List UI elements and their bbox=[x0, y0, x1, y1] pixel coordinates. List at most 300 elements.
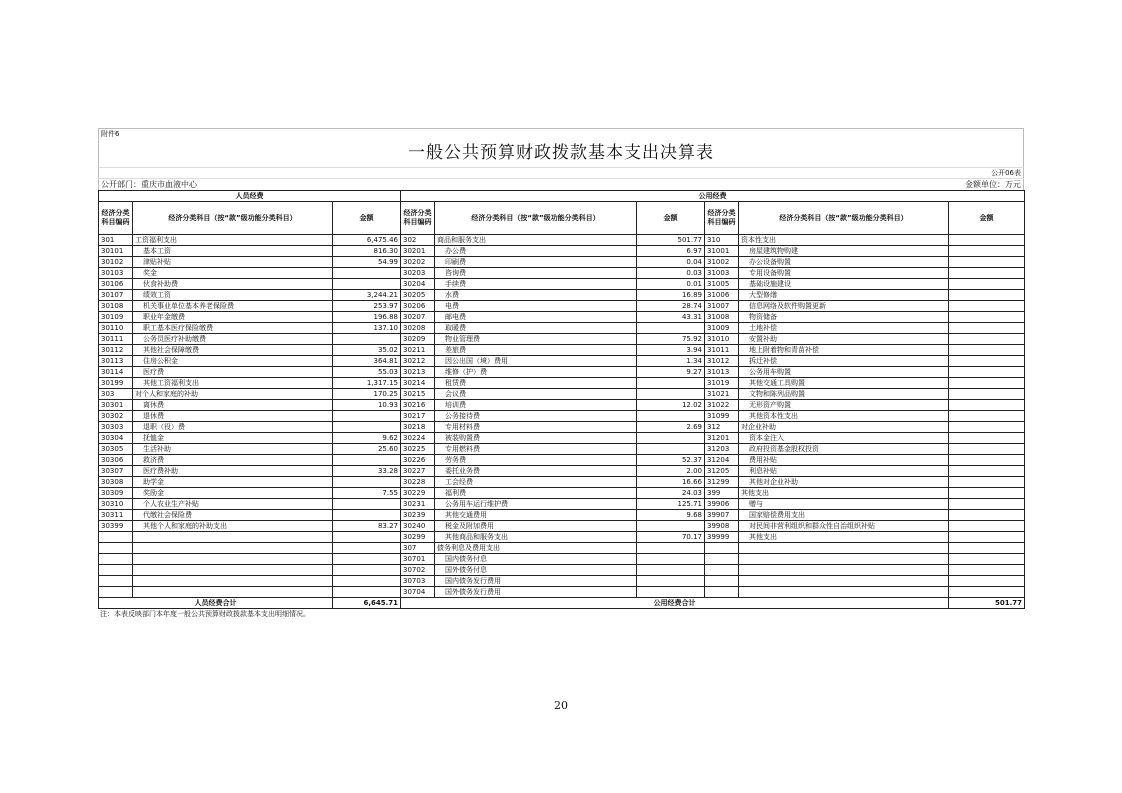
group2-amount-cell bbox=[637, 378, 705, 389]
group1-amount-cell: 170.25 bbox=[333, 389, 401, 400]
group1-name-cell: 退休费 bbox=[133, 411, 333, 422]
group3-code-cell: 39907 bbox=[705, 510, 739, 521]
group3-code-cell: 31002 bbox=[705, 257, 739, 268]
group2-name-cell: 办公费 bbox=[435, 246, 637, 257]
table-note: 注：本表反映部门本年度一般公共预算财政拨款基本支出明细情况。 bbox=[100, 610, 310, 618]
group1-code-cell: 30302 bbox=[99, 411, 133, 422]
group1-name-cell: 绩效工资 bbox=[133, 290, 333, 301]
col-amount-header: 金额 bbox=[637, 202, 705, 235]
table-row bbox=[99, 268, 1025, 279]
group1-name-cell: 代缴社会保险费 bbox=[133, 510, 333, 521]
group1-code-cell: 30307 bbox=[99, 466, 133, 477]
group2-code-cell: 30201 bbox=[401, 246, 435, 257]
table-row bbox=[99, 576, 1025, 587]
group3-code-cell: 399 bbox=[705, 488, 739, 499]
group1-amount-cell bbox=[333, 565, 401, 576]
group2-amount-cell bbox=[637, 389, 705, 400]
group3-name-cell: 拆迁补偿 bbox=[739, 356, 949, 367]
group1-code-cell: 30110 bbox=[99, 323, 133, 334]
group1-amount-cell bbox=[333, 477, 401, 488]
group2-code-cell: 30205 bbox=[401, 290, 435, 301]
group3-code-cell: 31019 bbox=[705, 378, 739, 389]
group1-name-cell: 津贴补贴 bbox=[133, 257, 333, 268]
attachment-label: 附件6 bbox=[98, 128, 1024, 139]
group2-code-cell: 307 bbox=[401, 543, 435, 554]
col-name-header: 经济分类科目（按“款”级功能分类科目） bbox=[133, 202, 333, 235]
group3-name-cell: 其他对企业补助 bbox=[739, 477, 949, 488]
group3-amount-cell bbox=[949, 400, 1025, 411]
group1-code-cell: 30109 bbox=[99, 312, 133, 323]
group1-name-cell: 医疗费补助 bbox=[133, 466, 333, 477]
group1-code-cell: 30113 bbox=[99, 356, 133, 367]
group1-code-cell: 301 bbox=[99, 235, 133, 246]
group3-name-cell: 对民间非营利组织和群众性自治组织补贴 bbox=[739, 521, 949, 532]
group1-code-cell: 30108 bbox=[99, 301, 133, 312]
group3-code-cell: 31022 bbox=[705, 400, 739, 411]
col-code-header: 经济分类科目编码 bbox=[705, 202, 739, 235]
group1-amount-cell: 83.27 bbox=[333, 521, 401, 532]
group3-amount-cell bbox=[949, 356, 1025, 367]
group2-code-cell: 30231 bbox=[401, 499, 435, 510]
group2-amount-cell: 6.97 bbox=[637, 246, 705, 257]
group3-amount-cell bbox=[949, 334, 1025, 345]
group2-amount-cell: 9.68 bbox=[637, 510, 705, 521]
group2-code-cell: 30240 bbox=[401, 521, 435, 532]
group1-name-cell bbox=[133, 565, 333, 576]
group3-amount-cell bbox=[949, 268, 1025, 279]
group1-code-cell: 30301 bbox=[99, 400, 133, 411]
table-row bbox=[99, 532, 1025, 543]
page-number: 20 bbox=[554, 699, 568, 712]
group3-name-cell: 其他交通工具购置 bbox=[739, 378, 949, 389]
group2-name-cell: 国内债务付息 bbox=[435, 554, 637, 565]
group2-amount-cell bbox=[637, 444, 705, 455]
group3-code-cell: 31099 bbox=[705, 411, 739, 422]
table-row bbox=[99, 444, 1025, 455]
group3-code-cell: 31299 bbox=[705, 477, 739, 488]
group3-name-cell: 基础设施建设 bbox=[739, 279, 949, 290]
group1-code-cell: 30305 bbox=[99, 444, 133, 455]
group1-name-cell: 离休费 bbox=[133, 400, 333, 411]
group2-code-cell: 30239 bbox=[401, 510, 435, 521]
group3-name-cell: 资本金注入 bbox=[739, 433, 949, 444]
group3-code-cell: 31008 bbox=[705, 312, 739, 323]
group3-name-cell: 赠与 bbox=[739, 499, 949, 510]
table-row bbox=[99, 543, 1025, 554]
table-number: 公开06表 bbox=[98, 167, 1024, 178]
group1-code-cell: 30114 bbox=[99, 367, 133, 378]
group3-code-cell bbox=[705, 576, 739, 587]
group3-amount-cell bbox=[949, 279, 1025, 290]
group1-code-cell: 30310 bbox=[99, 499, 133, 510]
group1-name-cell: 助学金 bbox=[133, 477, 333, 488]
table-row bbox=[99, 378, 1025, 389]
table-row bbox=[99, 510, 1025, 521]
group1-code-cell: 30102 bbox=[99, 257, 133, 268]
group2-code-cell: 30228 bbox=[401, 477, 435, 488]
group3-code-cell: 31007 bbox=[705, 301, 739, 312]
group1-name-cell: 个人农业生产补贴 bbox=[133, 499, 333, 510]
group1-amount-cell: 3,244.21 bbox=[333, 290, 401, 301]
group2-name-cell: 工会经费 bbox=[435, 477, 637, 488]
group1-amount-cell: 816.30 bbox=[333, 246, 401, 257]
group2-code-cell: 30212 bbox=[401, 356, 435, 367]
table-row bbox=[99, 345, 1025, 356]
group3-name-cell: 大型修缮 bbox=[739, 290, 949, 301]
public-total-label: 公用经费合计 bbox=[401, 598, 949, 609]
group2-code-cell: 302 bbox=[401, 235, 435, 246]
group3-amount-cell bbox=[949, 554, 1025, 565]
group2-code-cell: 30702 bbox=[401, 565, 435, 576]
group1-name-cell bbox=[133, 554, 333, 565]
group2-amount-cell bbox=[637, 554, 705, 565]
group3-code-cell: 31005 bbox=[705, 279, 739, 290]
personnel-total-value: 6,645.71 bbox=[333, 598, 401, 609]
group3-code-cell: 31204 bbox=[705, 455, 739, 466]
group2-amount-cell: 75.92 bbox=[637, 334, 705, 345]
group3-name-cell bbox=[739, 576, 949, 587]
group1-code-cell: 30308 bbox=[99, 477, 133, 488]
group1-code-cell: 30103 bbox=[99, 268, 133, 279]
group1-code-cell: 30112 bbox=[99, 345, 133, 356]
group2-amount-cell: 0.04 bbox=[637, 257, 705, 268]
group1-code-cell: 30199 bbox=[99, 378, 133, 389]
group1-name-cell bbox=[133, 576, 333, 587]
col-amount-header: 金额 bbox=[333, 202, 401, 235]
group2-code-cell: 30206 bbox=[401, 301, 435, 312]
group2-amount-cell: 1.34 bbox=[637, 356, 705, 367]
table-row bbox=[99, 422, 1025, 433]
group2-amount-cell: 9.27 bbox=[637, 367, 705, 378]
table-row bbox=[99, 246, 1025, 257]
group1-name-cell: 其他社会保障缴费 bbox=[133, 345, 333, 356]
group1-amount-cell: 7.55 bbox=[333, 488, 401, 499]
group2-amount-cell bbox=[637, 543, 705, 554]
group2-amount-cell bbox=[637, 323, 705, 334]
group2-code-cell: 30203 bbox=[401, 268, 435, 279]
table-row bbox=[99, 521, 1025, 532]
group1-amount-cell bbox=[333, 268, 401, 279]
table-row bbox=[99, 279, 1025, 290]
group3-name-cell: 其他支出 bbox=[739, 532, 949, 543]
group2-code-cell: 30208 bbox=[401, 323, 435, 334]
group1-code-cell: 30111 bbox=[99, 334, 133, 345]
report-title: 一般公共预算财政拨款基本支出决算表 bbox=[98, 139, 1024, 167]
group1-name-cell: 职业年金缴费 bbox=[133, 312, 333, 323]
col-name-header: 经济分类科目（按“款”级功能分类科目） bbox=[739, 202, 949, 235]
group3-code-cell: 31205 bbox=[705, 466, 739, 477]
group2-name-cell: 国外债务发行费用 bbox=[435, 587, 637, 598]
group3-code-cell: 31011 bbox=[705, 345, 739, 356]
group3-amount-cell bbox=[949, 312, 1025, 323]
group2-code-cell: 30226 bbox=[401, 455, 435, 466]
table-row bbox=[99, 389, 1025, 400]
table-row bbox=[99, 301, 1025, 312]
group1-amount-cell bbox=[333, 510, 401, 521]
group3-amount-cell bbox=[949, 466, 1025, 477]
table-row bbox=[99, 334, 1025, 345]
group3-amount-cell bbox=[949, 422, 1025, 433]
group3-name-cell: 资本性支出 bbox=[739, 235, 949, 246]
group3-name-cell: 办公设备购置 bbox=[739, 257, 949, 268]
group2-amount-cell: 501.77 bbox=[637, 235, 705, 246]
group1-name-cell: 奖金 bbox=[133, 268, 333, 279]
group3-amount-cell bbox=[949, 235, 1025, 246]
group3-name-cell: 利息补贴 bbox=[739, 466, 949, 477]
table-row bbox=[99, 235, 1025, 246]
group1-name-cell: 基本工资 bbox=[133, 246, 333, 257]
group2-amount-cell: 0.03 bbox=[637, 268, 705, 279]
group3-amount-cell bbox=[949, 455, 1025, 466]
group2-name-cell: 租赁费 bbox=[435, 378, 637, 389]
group2-name-cell: 邮电费 bbox=[435, 312, 637, 323]
group1-amount-cell bbox=[333, 587, 401, 598]
group2-amount-cell: 52.37 bbox=[637, 455, 705, 466]
group1-name-cell: 工资福利支出 bbox=[133, 235, 333, 246]
group3-amount-cell bbox=[949, 433, 1025, 444]
group1-code-cell bbox=[99, 565, 133, 576]
group1-amount-cell: 9.62 bbox=[333, 433, 401, 444]
group1-name-cell: 机关事业单位基本养老保险费 bbox=[133, 301, 333, 312]
group3-code-cell bbox=[705, 565, 739, 576]
group2-code-cell: 30207 bbox=[401, 312, 435, 323]
group3-code-cell bbox=[705, 587, 739, 598]
group1-amount-cell: 55.03 bbox=[333, 367, 401, 378]
group3-code-cell: 39908 bbox=[705, 521, 739, 532]
group3-amount-cell bbox=[949, 323, 1025, 334]
group1-code-cell: 30306 bbox=[99, 455, 133, 466]
group2-name-cell: 维修（护）费 bbox=[435, 367, 637, 378]
group2-code-cell: 30227 bbox=[401, 466, 435, 477]
group2-amount-cell: 70.17 bbox=[637, 532, 705, 543]
group3-name-cell: 费用补贴 bbox=[739, 455, 949, 466]
group1-amount-cell: 6,475.46 bbox=[333, 235, 401, 246]
group1-code-cell bbox=[99, 554, 133, 565]
group3-amount-cell bbox=[949, 565, 1025, 576]
group1-amount-cell: 1,317.15 bbox=[333, 378, 401, 389]
group2-name-cell: 培训费 bbox=[435, 400, 637, 411]
group2-amount-cell: 2.00 bbox=[637, 466, 705, 477]
group3-amount-cell bbox=[949, 521, 1025, 532]
table-row bbox=[99, 565, 1025, 576]
group3-code-cell: 39999 bbox=[705, 532, 739, 543]
group2-name-cell: 取暖费 bbox=[435, 323, 637, 334]
group3-amount-cell bbox=[949, 444, 1025, 455]
group3-name-cell: 公务用车购置 bbox=[739, 367, 949, 378]
group1-amount-cell: 196.88 bbox=[333, 312, 401, 323]
group1-name-cell: 退职（役）费 bbox=[133, 422, 333, 433]
public-section-header: 公用经费 bbox=[401, 191, 1025, 202]
table-row bbox=[99, 488, 1025, 499]
group3-amount-cell bbox=[949, 290, 1025, 301]
group2-amount-cell: 3.94 bbox=[637, 345, 705, 356]
group3-code-cell: 31203 bbox=[705, 444, 739, 455]
group1-amount-cell: 10.93 bbox=[333, 400, 401, 411]
group3-name-cell: 物资储备 bbox=[739, 312, 949, 323]
group3-name-cell: 土地补偿 bbox=[739, 323, 949, 334]
group2-amount-cell bbox=[637, 521, 705, 532]
group1-name-cell: 其他个人和家庭的补助支出 bbox=[133, 521, 333, 532]
group2-amount-cell: 2.69 bbox=[637, 422, 705, 433]
group2-code-cell: 30224 bbox=[401, 433, 435, 444]
table-row bbox=[99, 499, 1025, 510]
group2-name-cell: 印刷费 bbox=[435, 257, 637, 268]
group3-name-cell bbox=[739, 565, 949, 576]
group3-name-cell: 无形资产购置 bbox=[739, 400, 949, 411]
group3-code-cell: 31201 bbox=[705, 433, 739, 444]
group3-name-cell: 对企业补助 bbox=[739, 422, 949, 433]
group1-code-cell: 303 bbox=[99, 389, 133, 400]
col-code-header: 经济分类科目编码 bbox=[99, 202, 133, 235]
table-body bbox=[99, 235, 1025, 598]
table-row bbox=[99, 433, 1025, 444]
group2-name-cell: 债务利息及费用支出 bbox=[435, 543, 637, 554]
group2-amount-cell: 125.71 bbox=[637, 499, 705, 510]
amount-unit: 金额单位：万元 bbox=[965, 180, 1021, 189]
group2-code-cell: 30213 bbox=[401, 367, 435, 378]
table-row bbox=[99, 466, 1025, 477]
group2-name-cell: 其他交通费用 bbox=[435, 510, 637, 521]
group3-name-cell: 地上附着物和青苗补偿 bbox=[739, 345, 949, 356]
table-row bbox=[99, 455, 1025, 466]
table-row bbox=[99, 356, 1025, 367]
group2-code-cell: 30215 bbox=[401, 389, 435, 400]
group3-amount-cell bbox=[949, 246, 1025, 257]
group3-name-cell: 文物和陈列品购置 bbox=[739, 389, 949, 400]
group2-amount-cell bbox=[637, 411, 705, 422]
group1-amount-cell: 253.97 bbox=[333, 301, 401, 312]
group2-code-cell: 30216 bbox=[401, 400, 435, 411]
group1-code-cell: 30106 bbox=[99, 279, 133, 290]
group2-name-cell: 物业管理费 bbox=[435, 334, 637, 345]
table-row bbox=[99, 554, 1025, 565]
expenditure-table bbox=[98, 190, 1025, 609]
group3-amount-cell bbox=[949, 576, 1025, 587]
table-row bbox=[99, 257, 1025, 268]
group3-amount-cell bbox=[949, 378, 1025, 389]
group1-amount-cell: 33.28 bbox=[333, 466, 401, 477]
group2-name-cell: 专用材料费 bbox=[435, 422, 637, 433]
group3-code-cell: 39906 bbox=[705, 499, 739, 510]
group2-amount-cell bbox=[637, 433, 705, 444]
group3-code-cell: 31013 bbox=[705, 367, 739, 378]
group3-code-cell: 31010 bbox=[705, 334, 739, 345]
group2-name-cell: 劳务费 bbox=[435, 455, 637, 466]
group1-name-cell: 对个人和家庭的补助 bbox=[133, 389, 333, 400]
group3-name-cell bbox=[739, 587, 949, 598]
group1-code-cell: 30101 bbox=[99, 246, 133, 257]
department-row bbox=[98, 178, 1024, 190]
report-sheet bbox=[98, 128, 1024, 619]
group1-code-cell: 30311 bbox=[99, 510, 133, 521]
table-row bbox=[99, 400, 1025, 411]
group2-code-cell: 30703 bbox=[401, 576, 435, 587]
group2-name-cell: 咨询费 bbox=[435, 268, 637, 279]
group2-code-cell: 30209 bbox=[401, 334, 435, 345]
col-name-header: 经济分类科目（按“款”级功能分类科目） bbox=[435, 202, 637, 235]
group1-name-cell: 抚恤金 bbox=[133, 433, 333, 444]
group3-code-cell: 31006 bbox=[705, 290, 739, 301]
group3-code-cell: 31012 bbox=[705, 356, 739, 367]
group2-amount-cell: 0.01 bbox=[637, 279, 705, 290]
group3-name-cell bbox=[739, 543, 949, 554]
group1-name-cell: 生活补助 bbox=[133, 444, 333, 455]
group1-amount-cell bbox=[333, 334, 401, 345]
group2-name-cell: 水费 bbox=[435, 290, 637, 301]
group2-amount-cell: 12.02 bbox=[637, 400, 705, 411]
group1-code-cell: 30107 bbox=[99, 290, 133, 301]
col-code-header: 经济分类科目编码 bbox=[401, 202, 435, 235]
group2-amount-cell bbox=[637, 565, 705, 576]
group2-name-cell: 会议费 bbox=[435, 389, 637, 400]
group1-name-cell: 职工基本医疗保险缴费 bbox=[133, 323, 333, 334]
group3-code-cell bbox=[705, 543, 739, 554]
group2-name-cell: 差旅费 bbox=[435, 345, 637, 356]
group1-amount-cell bbox=[333, 411, 401, 422]
group1-amount-cell: 54.99 bbox=[333, 257, 401, 268]
group3-name-cell: 政府投资基金股权投资 bbox=[739, 444, 949, 455]
group1-amount-cell bbox=[333, 455, 401, 466]
group2-name-cell: 电费 bbox=[435, 301, 637, 312]
group3-name-cell: 信息网络及软件购置更新 bbox=[739, 301, 949, 312]
group2-name-cell: 委托业务费 bbox=[435, 466, 637, 477]
group1-amount-cell bbox=[333, 576, 401, 587]
group3-amount-cell bbox=[949, 488, 1025, 499]
group1-name-cell: 其他工资福利支出 bbox=[133, 378, 333, 389]
group2-name-cell: 福利费 bbox=[435, 488, 637, 499]
group2-code-cell: 30701 bbox=[401, 554, 435, 565]
personnel-section-header: 人员经费 bbox=[99, 191, 401, 202]
group3-amount-cell bbox=[949, 367, 1025, 378]
group1-amount-cell bbox=[333, 499, 401, 510]
group2-name-cell: 公务用车运行维护费 bbox=[435, 499, 637, 510]
group2-name-cell: 税金及附加费用 bbox=[435, 521, 637, 532]
group1-amount-cell bbox=[333, 543, 401, 554]
table-row bbox=[99, 312, 1025, 323]
table-row bbox=[99, 367, 1025, 378]
group1-name-cell: 奖励金 bbox=[133, 488, 333, 499]
group3-code-cell: 31009 bbox=[705, 323, 739, 334]
group3-amount-cell bbox=[949, 389, 1025, 400]
col-amount-header: 金额 bbox=[949, 202, 1025, 235]
group3-code-cell: 31003 bbox=[705, 268, 739, 279]
group2-name-cell: 国外债务付息 bbox=[435, 565, 637, 576]
group1-amount-cell: 364.81 bbox=[333, 356, 401, 367]
group2-amount-cell: 16.89 bbox=[637, 290, 705, 301]
group1-name-cell bbox=[133, 543, 333, 554]
group2-amount-cell: 43.31 bbox=[637, 312, 705, 323]
group2-code-cell: 30204 bbox=[401, 279, 435, 290]
group2-amount-cell: 28.74 bbox=[637, 301, 705, 312]
group2-code-cell: 30202 bbox=[401, 257, 435, 268]
group3-amount-cell bbox=[949, 510, 1025, 521]
group2-name-cell: 国内债务发行费用 bbox=[435, 576, 637, 587]
group2-name-cell: 其他商品和服务支出 bbox=[435, 532, 637, 543]
group1-code-cell bbox=[99, 543, 133, 554]
group3-name-cell: 国家赔偿费用支出 bbox=[739, 510, 949, 521]
group1-amount-cell bbox=[333, 554, 401, 565]
group3-amount-cell bbox=[949, 301, 1025, 312]
group3-name-cell: 房屋建筑物购建 bbox=[739, 246, 949, 257]
group2-name-cell: 手续费 bbox=[435, 279, 637, 290]
group1-code-cell: 30309 bbox=[99, 488, 133, 499]
group3-amount-cell bbox=[949, 411, 1025, 422]
group1-amount-cell: 25.60 bbox=[333, 444, 401, 455]
table-row bbox=[99, 587, 1025, 598]
personnel-total-label: 人员经费合计 bbox=[99, 598, 333, 609]
totals-row bbox=[99, 598, 1025, 609]
group3-code-cell bbox=[705, 554, 739, 565]
